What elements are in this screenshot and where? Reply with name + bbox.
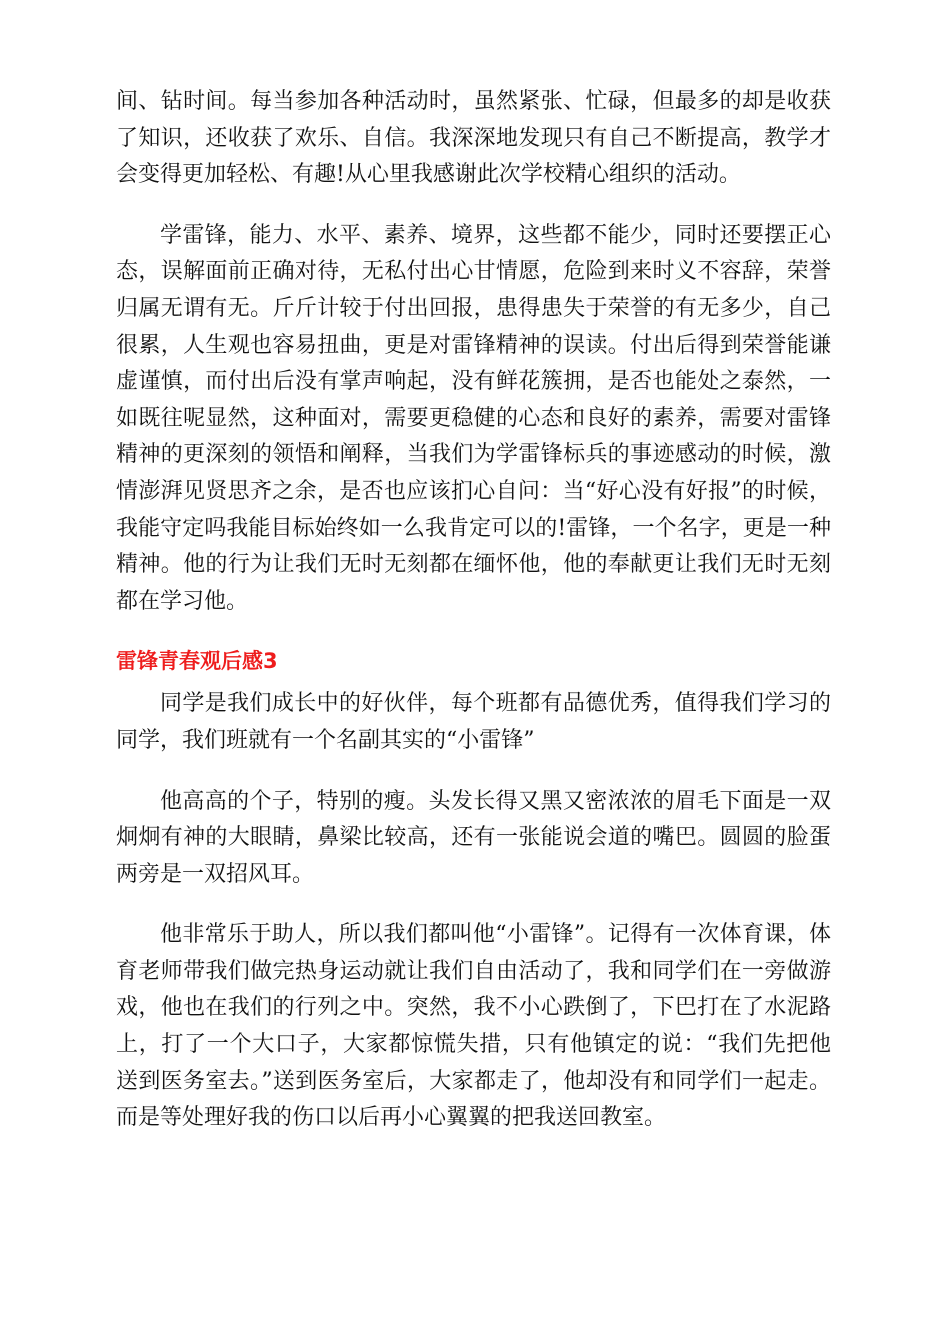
paragraph-story: 他非常乐于助人，所以我们都叫他“小雷锋”。记得有一次体育课，体育老师带我们做完热身运动就让我们自由活动了，我和同学们在一旁做游戏，他也在我们的行列之中。突然，我不小心跌倒了，下巴打在了水泥路上，打了一个大口子，大家都惊慌失措，只有他镇定的说：“我们先把他送到医务室去。”送到医务室后，大家都走了，他却没有和同学们一起走。而是等处理好我的伤口以后再小心翼翼的把我送回教室。: [116, 922, 831, 1131]
paragraph-appearance: 他高高的个子，特别的瘦。头发长得又黑又密浓浓的眉毛下面是一双炯炯有神的大眼睛，鼻梁比较高，还有一张能说会道的嘴巴。圆圆的脸蛋两旁是一双招风耳。: [116, 788, 831, 887]
section-heading: 雷锋青春观后感3: [116, 649, 278, 674]
paragraph-learn-leifeng: 学雷锋，能力、水平、素养、境界，这些都不能少，同时还要摆正心态，误解面前正确对待，无私付出心甘情愿，危险到来时义不容辞，荣誉归属无谓有无。斤斤计较于付出回报，患得患失于荣誉的有无多少，自己很累，人生观也容易扭曲，更是对雷锋精神的误读。付出后得到荣誉能谦虚谨慎，而付出后没有掌声响起，没有鲜花簇拥，是否也能处之泰然，一如既往呢显然，这种面对，需要更稳健的心态和良好的素养，需要对雷锋精神的更深刻的领悟和阐释，当我们为学雷锋标兵的事迹感动的时候，激情澎湃见贤思齐之余，是否也应该扪心自问：当“好心没有好报”的时候，我能守定吗我能目标始终如一么我肯定可以的!雷锋，一个名字，更是一种精神。他的行为让我们无时无刻都在缅怀他，他的奉献更让我们无时无刻都在学习他。: [116, 222, 831, 614]
document-page: [116, 84, 831, 1161]
paragraph-classmate: 同学是我们成长中的好伙伴，每个班都有品德优秀，值得我们学习的同学，我们班就有一个名副其实的“小雷锋”: [116, 691, 831, 753]
paragraph-continuation: 间、钻时间。每当参加各种活动时，虽然紧张、忙碌，但最多的却是收获了知识，还收获了欢乐、自信。我深深地发现只有自己不断提高，教学才会变得更加轻松、有趣!从心里我感谢此次学校精心组织的活动。: [116, 89, 831, 188]
